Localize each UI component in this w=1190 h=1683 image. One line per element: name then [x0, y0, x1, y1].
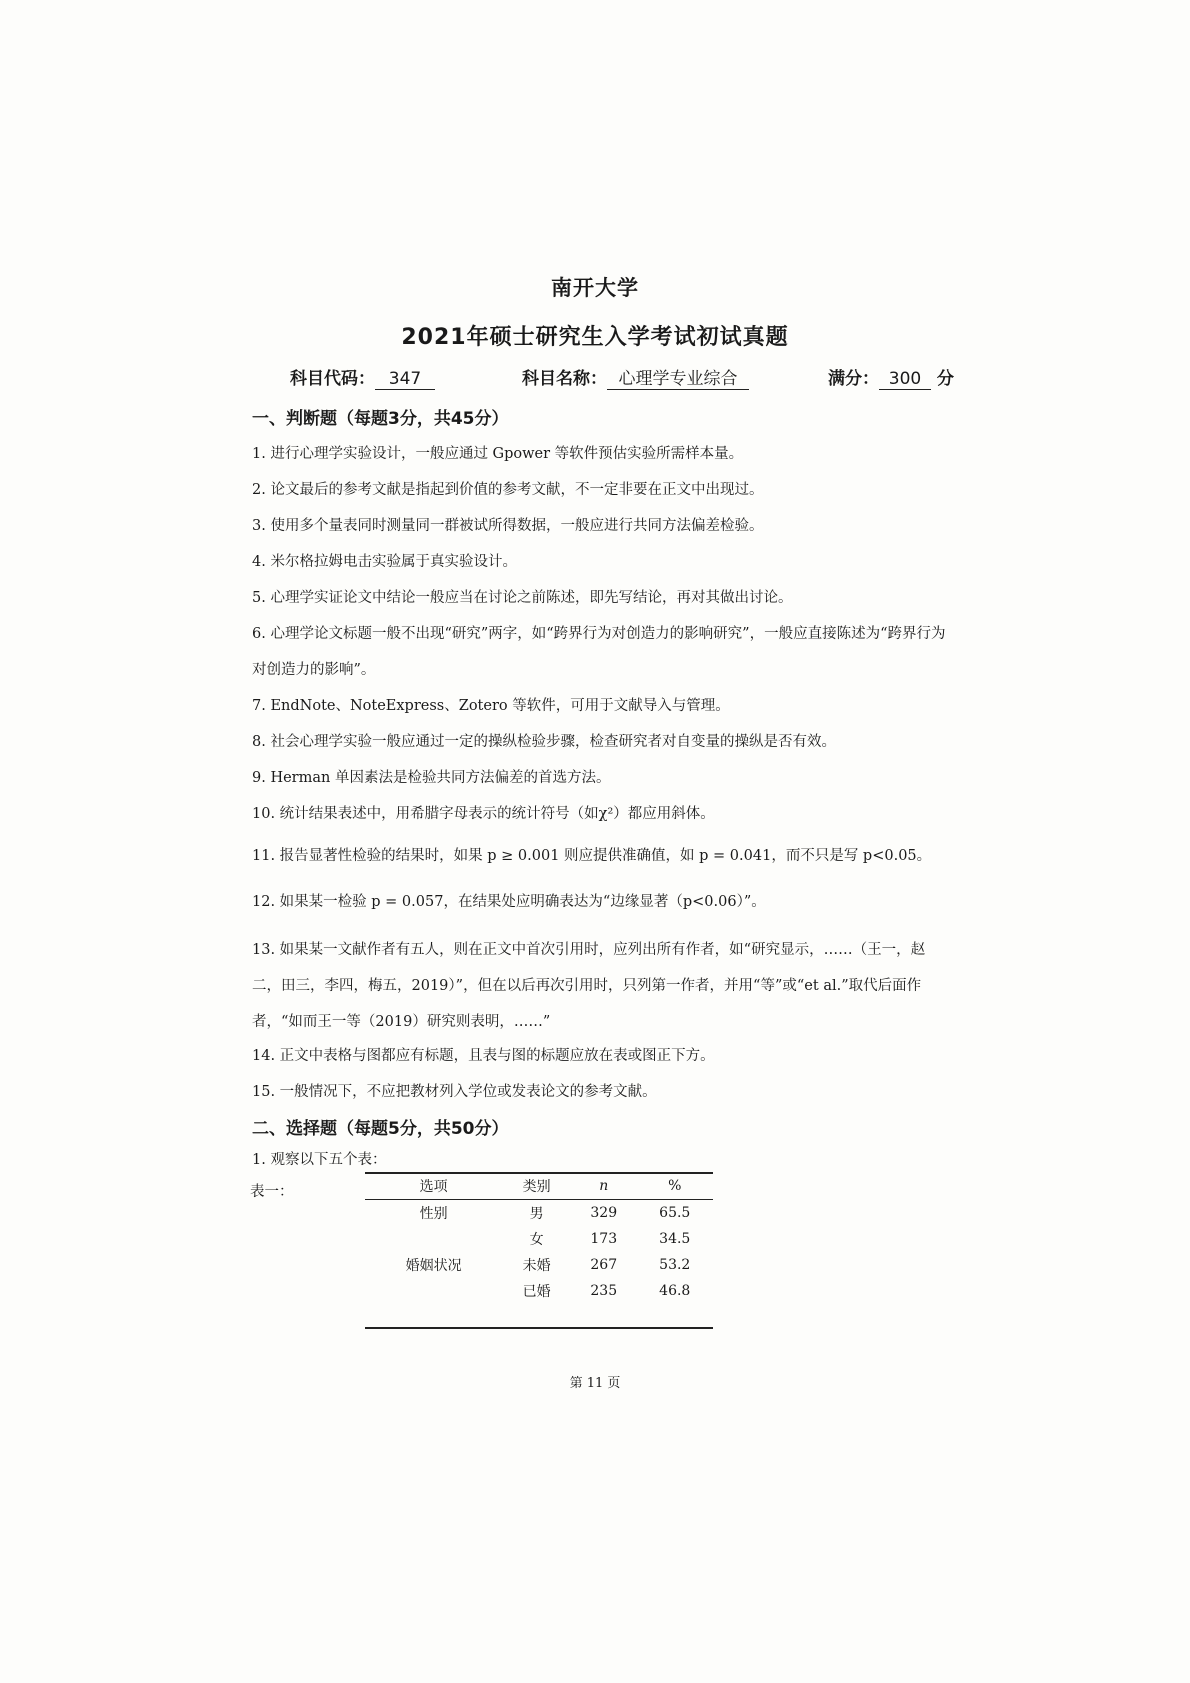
table-cell: 53.2 — [659, 1257, 691, 1273]
table-cell: 46.8 — [637, 1278, 713, 1328]
exam-title: 2021年硕士研究生入学考试初试真题 — [401, 325, 789, 350]
table-cell: 婚姻状况 — [405, 1258, 462, 1274]
table-header-n: n — [571, 1173, 637, 1200]
question-10: 10. 统计结果表述中，用希腊字母表示的统计符号（如χ²）都应用斜体。 — [252, 806, 715, 822]
table-cell: 男 — [529, 1206, 544, 1222]
table-cell: 已婚 — [502, 1278, 571, 1328]
table-row — [365, 1226, 713, 1252]
question-3: 3. 使用多个量表同时测量同一群被试所得数据，一般应进行共同方法偏差检验。 — [252, 518, 764, 534]
table-1-label: 表一： — [250, 1184, 294, 1200]
question-2: 2. 论文最后的参考文献是指起到价值的参考文献，不一定非要在正文中出现过。 — [252, 482, 764, 498]
page-number: 第 11 页 — [569, 1376, 621, 1391]
table-1 — [365, 1172, 713, 1329]
table-header-row — [365, 1173, 713, 1200]
table-row — [365, 1278, 713, 1328]
table-cell: 女 — [529, 1232, 544, 1248]
table-header-option: 选项 — [365, 1173, 502, 1200]
table-cell — [365, 1226, 502, 1252]
table-cell: 未婚 — [522, 1258, 551, 1274]
table-header-percent: % — [637, 1173, 713, 1200]
question-11: 11. 报告显著性检验的结果时，如果 p ≥ 0.001 则应提供准确值，如 p = 0.041，而不只是写 p<0.05。 — [252, 848, 932, 864]
question-1: 1. 进行心理学实验设计，一般应通过 Gpower 等软件预估实验所需样本量。 — [252, 446, 744, 462]
full-score-label: 满分： — [828, 369, 879, 389]
question-4: 4. 米尔格拉姆电击实验属于真实验设计。 — [252, 554, 517, 570]
full-score-value: 300 — [879, 369, 931, 390]
question-12: 12. 如果某一检验 p = 0.057，在结果处应明确表达为“边缘显著（p<0.06）”。 — [252, 894, 766, 910]
exam-meta — [290, 364, 954, 394]
question-6: 6. 心理学论文标题一般不出现“研究”两字，如“跨界行为对创造力的影响研究”，一般应直接陈述为“跨界行为对创造力的影响”。 — [252, 626, 946, 678]
table-row — [365, 1200, 713, 1227]
university-title: 南开大学 — [551, 276, 639, 300]
table-cell: 329 — [590, 1205, 618, 1221]
subject-code-label: 科目代码： — [290, 369, 375, 389]
choice-question-1-intro: 1. 观察以下五个表： — [252, 1152, 387, 1168]
full-score — [828, 364, 954, 390]
question-8: 8. 社会心理学实验一般应通过一定的操纵检验步骤，检查研究者对自变量的操纵是否有效。 — [252, 734, 836, 750]
subject-code-value: 347 — [375, 369, 435, 390]
table-cell: 性别 — [419, 1206, 448, 1222]
section-true-false-title: 一、判断题（每题3分，共45分） — [252, 409, 509, 429]
table-header-category: 类别 — [502, 1173, 571, 1200]
question-15: 15. 一般情况下，不应把教材列入学位或发表论文的参考文献。 — [252, 1084, 657, 1100]
question-13: 13. 如果某一文献作者有五人，则在正文中首次引用时，应列出所有作者，如“研究显示，……（王一，赵二，田三，李四，梅五，2019）”，但在以后再次引用时，只列第一作者，并用“等”或“et al.”取代后面作者，“如而王一等（2019）研究则表明，……” — [252, 942, 926, 1030]
table-cell: 235 — [571, 1278, 637, 1328]
question-14: 14. 正文中表格与图都应有标题，且表与图的标题应放在表或图正下方。 — [252, 1048, 715, 1064]
question-7: 7. EndNote、NoteExpress、Zotero 等软件，可用于文献导入与管理。 — [252, 698, 730, 714]
subject-name — [522, 364, 749, 390]
full-score-unit: 分 — [936, 369, 954, 389]
table-cell: 65.5 — [659, 1205, 691, 1221]
table-cell — [365, 1278, 502, 1328]
question-5: 5. 心理学实证论文中结论一般应当在讨论之前陈述，即先写结论，再对其做出讨论。 — [252, 590, 793, 606]
table-cell: 173 — [590, 1231, 618, 1247]
subject-code — [290, 364, 435, 390]
subject-name-label: 科目名称： — [522, 369, 607, 389]
table-cell: 34.5 — [659, 1231, 691, 1247]
table-cell: 267 — [590, 1257, 618, 1273]
question-9: 9. Herman 单因素法是检验共同方法偏差的首选方法。 — [252, 770, 611, 786]
table-row — [365, 1252, 713, 1278]
section-choice-title: 二、选择题（每题5分，共50分） — [252, 1119, 509, 1139]
subject-name-value: 心理学专业综合 — [607, 364, 749, 390]
